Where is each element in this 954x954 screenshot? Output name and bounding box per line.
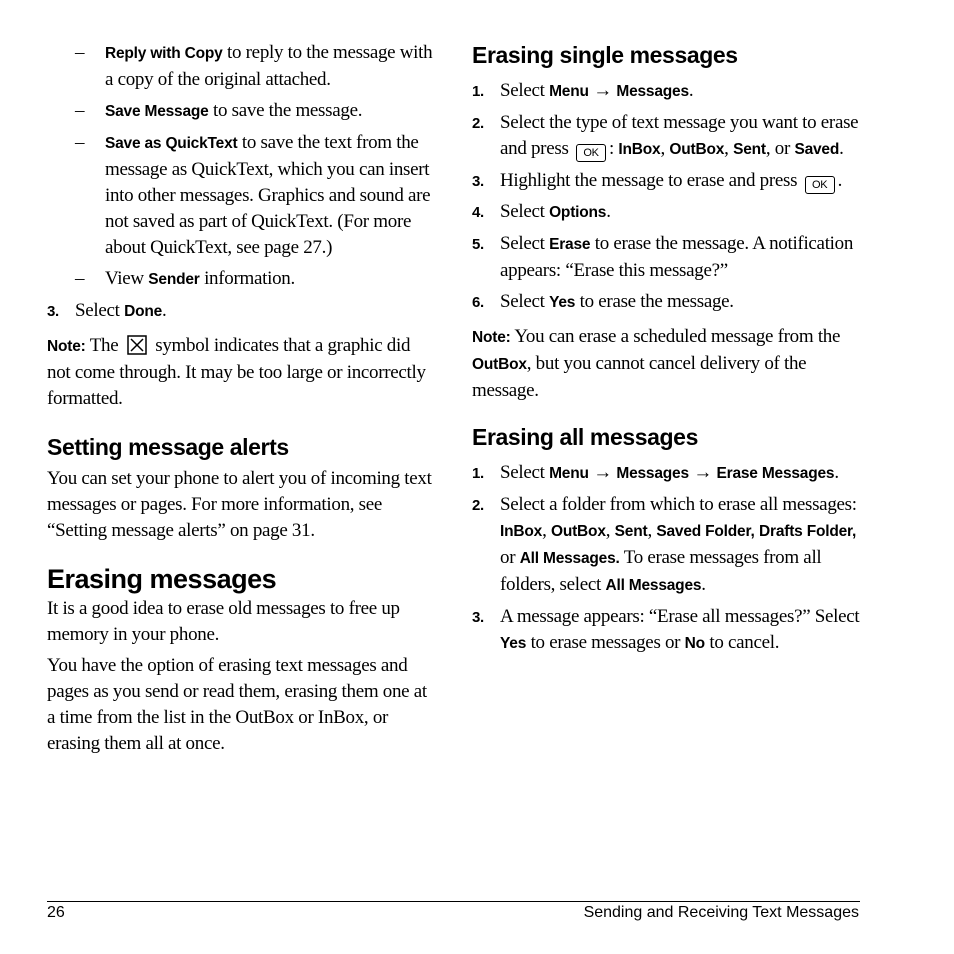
step-text: to cancel. — [704, 632, 780, 653]
command-label: Sent — [733, 141, 766, 158]
step-text: . — [688, 80, 694, 101]
single-step-2 — [472, 110, 872, 163]
step-text: Select a folder from which to erase all messages: — [500, 494, 857, 515]
arrow-separator: → — [688, 462, 717, 483]
note-scheduled-message — [472, 324, 872, 404]
step-number: 1. — [472, 83, 484, 100]
command-label: OutBox — [472, 356, 527, 373]
step-number: 3. — [472, 173, 484, 190]
step-text: to erase messages or — [526, 632, 685, 653]
bullet-save-as-quicktext — [47, 130, 435, 261]
step-text: . — [837, 170, 843, 191]
command-label: Reply with Copy — [105, 45, 223, 62]
step-number: 2. — [472, 497, 484, 514]
step-number: 4. — [472, 204, 484, 221]
command-label: OutBox — [550, 523, 606, 540]
step-text: . — [606, 201, 611, 222]
step-text: Select — [500, 291, 550, 312]
dash-marker: – — [75, 268, 85, 289]
step-text: Select — [500, 462, 550, 483]
step-number: 3. — [472, 609, 484, 626]
single-step-4 — [472, 199, 872, 226]
bullet-view-sender — [47, 266, 435, 293]
single-step-1 — [472, 78, 872, 105]
step-text: . — [839, 138, 844, 159]
section-heading-erasing-all: Erasing all messages — [472, 424, 698, 450]
command-label: All Messages — [605, 577, 702, 594]
note-text: symbol indicates that a graphic did not come through. It may be too large or incorrectly formatted. — [47, 335, 426, 409]
step-text: To erase messages from all folders, select — [500, 547, 822, 595]
command-label: Sent — [614, 523, 648, 540]
dash-marker: – — [75, 42, 85, 63]
command-label: All Messages. — [519, 550, 620, 567]
arrow-separator: → — [588, 80, 617, 101]
step-number: 5. — [472, 236, 484, 253]
command-label: Messages — [616, 83, 689, 100]
command-label: InBox — [500, 523, 543, 540]
step-text: Highlight the message to erase and press — [500, 170, 802, 191]
command-label: Save as QuickText — [105, 135, 238, 152]
left-column — [47, 40, 435, 757]
step-text: . — [834, 462, 839, 483]
arrow-separator: → — [588, 462, 617, 483]
step-number: 1. — [472, 465, 484, 482]
note-label: Note: — [472, 329, 511, 346]
note-text: , but you cannot cancel delivery of the message. — [472, 353, 807, 401]
command-label: Menu — [549, 83, 589, 100]
command-label: Options — [549, 204, 607, 221]
ok-key-icon: OK — [805, 176, 835, 194]
command-label: Done — [124, 303, 163, 320]
all-step-2 — [472, 492, 872, 599]
step-number: 3. — [47, 303, 59, 320]
step-text: , — [542, 520, 551, 541]
step-text: to erase the message. — [575, 291, 734, 312]
footer-chapter-title: Sending and Receiving Text Messages — [583, 904, 859, 921]
step-text: A message appears: “Erase all messages?” Select — [500, 606, 860, 627]
command-label: Saved — [794, 141, 840, 158]
command-label: No — [684, 635, 705, 652]
step-text: Select the type of text message you want to erase and press — [500, 112, 859, 159]
all-step-3 — [472, 604, 872, 657]
step-text: to erase the message. A notification appears: “Erase this message?” — [500, 233, 854, 281]
paragraph-message-alerts: You can set your phone to alert you of incoming text messages or pages. For more information, see “Setting message alerts” on page 31. — [47, 468, 432, 541]
step-3-done — [47, 298, 435, 325]
command-label: Save Message — [105, 103, 209, 120]
chapter-heading-erasing-messages: Erasing messages — [47, 564, 277, 594]
note-label: Note: — [47, 338, 86, 355]
step-text: . — [701, 574, 706, 595]
step-text: , — [724, 138, 734, 159]
command-label: Erase Messages — [716, 465, 835, 482]
section-heading-message-alerts: Setting message alerts — [47, 434, 289, 460]
step-number: 6. — [472, 294, 484, 311]
right-column — [472, 40, 872, 662]
step-text: , or — [765, 138, 795, 159]
note-text: You can erase a scheduled message from the — [510, 326, 841, 347]
bullet-reply-with-copy — [47, 40, 435, 93]
footer-divider — [47, 901, 860, 902]
step-text: : — [608, 138, 619, 159]
step-text: Select — [500, 201, 550, 222]
ok-key-icon: OK — [576, 144, 606, 162]
command-label: Sender — [148, 271, 200, 288]
command-label: Menu — [549, 465, 589, 482]
single-step-6 — [472, 289, 872, 316]
note-text: The — [85, 335, 123, 356]
step-text: . — [162, 300, 167, 321]
dash-marker: – — [75, 100, 85, 121]
bullet-text: to save the message. — [208, 100, 363, 121]
command-label: Yes — [500, 635, 527, 652]
step-text: Select — [500, 80, 550, 101]
step-text: , — [647, 520, 657, 541]
command-label: Saved Folder, — [656, 523, 755, 540]
dash-marker: – — [75, 132, 85, 153]
bullet-save-message — [47, 98, 435, 125]
single-step-3 — [472, 168, 872, 194]
command-label: Drafts Folder, — [759, 523, 857, 540]
bullet-text: View — [105, 268, 149, 289]
step-number: 2. — [472, 115, 484, 132]
single-step-5 — [472, 231, 872, 284]
paragraph-erasing-options: You have the option of erasing text messages and pages as you send or read them, erasing them one at a time from the list in the OutBox or InBox, or erasing them all at once. — [47, 655, 427, 754]
missing-graphic-icon — [127, 335, 147, 355]
step-text: , — [605, 520, 615, 541]
paragraph-erasing-intro: It is a good idea to erase old messages to free up memory in your phone. — [47, 598, 400, 645]
command-label: Erase — [549, 236, 591, 253]
bullet-text: to save the text from the message as QuickText, which you can insert into other messages. Graphics and sound are not saved as part of QuickText. (For more about QuickText, see page 27.) — [105, 132, 431, 258]
page-number: 26 — [47, 904, 65, 921]
step-text: or — [500, 547, 520, 568]
step-text: , — [660, 138, 670, 159]
bullet-text: to reply to the message with a copy of the original attached. — [105, 42, 433, 90]
bullet-text: information. — [199, 268, 295, 289]
command-label: Messages — [616, 465, 689, 482]
step-text: Select — [500, 233, 550, 254]
command-label: Yes — [549, 294, 576, 311]
all-step-1 — [472, 460, 872, 487]
step-text: Select — [75, 300, 125, 321]
section-heading-erasing-single: Erasing single messages — [472, 42, 738, 68]
command-label: InBox — [618, 141, 661, 158]
note-graphic-symbol — [47, 333, 435, 412]
command-label: OutBox — [669, 141, 725, 158]
